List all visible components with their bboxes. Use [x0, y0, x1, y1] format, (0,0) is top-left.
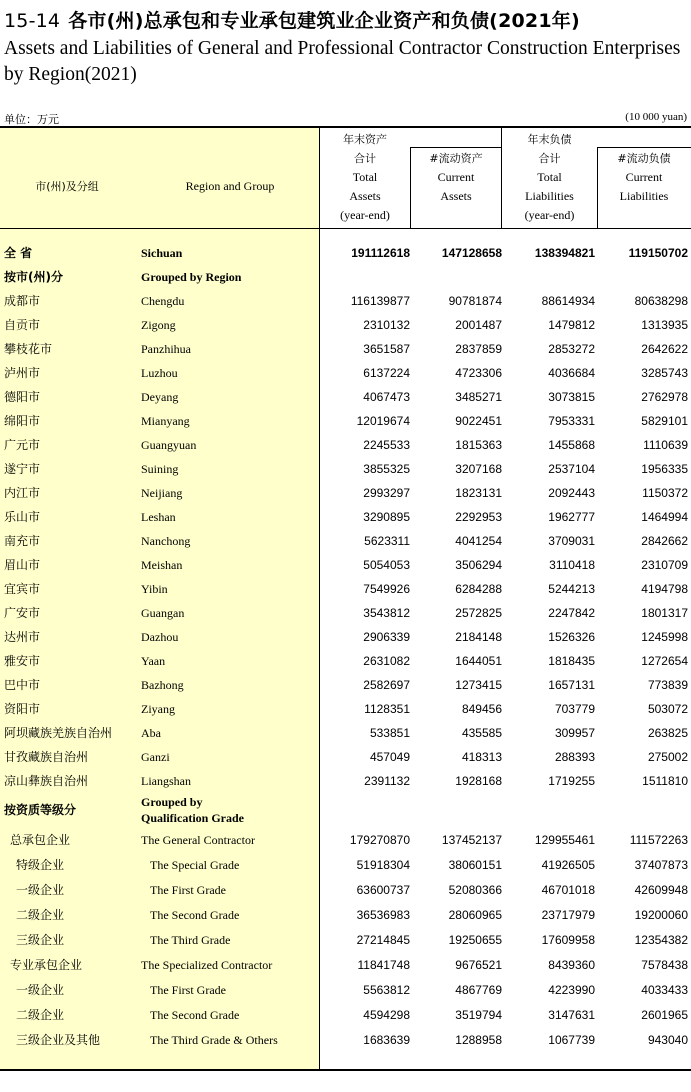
current-liabilities-value: 37407873 [634, 858, 688, 872]
table-row [0, 1028, 691, 1052]
total-liabilities-value: 4223990 [548, 983, 595, 997]
current-liabilities-value: 503072 [647, 702, 688, 716]
total-liabilities-value: 23717979 [541, 908, 595, 922]
current-assets-value: 2292953 [455, 510, 502, 524]
total-liabilities-value: 3110418 [549, 558, 595, 572]
total-liabilities-value: 8439360 [548, 958, 595, 972]
current-assets-value: 19250655 [448, 933, 502, 947]
current-assets-value: 3207168 [455, 462, 502, 476]
group-header-qualification [0, 793, 691, 827]
table-row [0, 289, 691, 313]
row-label-cn: 德阳市 [4, 390, 41, 404]
current-liabilities-value: 263825 [647, 726, 688, 740]
current-assets-value: 435585 [461, 726, 502, 740]
total-assets-value: 4067473 [363, 390, 410, 404]
current-liabilities-value: 1245998 [641, 630, 688, 644]
current-liabilities-value: 119150702 [628, 246, 688, 260]
table-row [0, 313, 691, 337]
current-assets-value: 849456 [461, 702, 502, 716]
row-label-cn: 二级企业 [16, 908, 65, 922]
table-row [0, 385, 691, 409]
header-total-liab-en-1: Total [537, 170, 562, 184]
title-cn-text: 各市(州)总承包和专业承包建筑业企业资产和负债(2021年) [68, 10, 580, 32]
row-label-en: The First Grade [150, 983, 226, 997]
total-liabilities-value: 1657131 [548, 678, 595, 692]
total-assets-value: 3855325 [363, 462, 410, 476]
current-assets-value: 4041254 [455, 534, 502, 548]
current-assets-value: 1644051 [455, 654, 502, 668]
table-row [0, 625, 691, 649]
total-assets-value: 7549926 [363, 582, 410, 596]
current-assets-value: 2572825 [455, 606, 502, 620]
row-label-cn: 特级企业 [16, 858, 65, 872]
table-row [0, 457, 691, 481]
current-assets-value: 38060151 [448, 858, 502, 872]
row-label-en: Neijiang [141, 486, 183, 500]
table-row [0, 265, 691, 289]
current-liabilities-value: 943040 [647, 1033, 688, 1047]
current-liabilities-value: 1150372 [642, 486, 688, 500]
current-liabilities-value: 42609948 [634, 883, 688, 897]
total-assets-value: 1683639 [363, 1033, 410, 1047]
total-liabilities-value: 1067739 [548, 1033, 595, 1047]
header-liabilities-cn: 年末负债 [527, 133, 572, 146]
total-assets-value: 12019674 [356, 414, 410, 428]
row-label-cn: 泸州市 [4, 366, 41, 380]
row-label-cn: 南充市 [4, 534, 41, 548]
current-liabilities-value: 4194798 [641, 582, 688, 596]
current-liabilities-value: 275002 [647, 750, 688, 764]
table-row [0, 241, 691, 265]
header-total-assets-en-1: Total [352, 170, 378, 184]
header-total-assets-cn: 合计 [354, 152, 376, 165]
current-liabilities-value: 1956335 [641, 462, 688, 476]
row-label-cn: 广安市 [4, 606, 41, 620]
row-label-en: Zigong [141, 318, 176, 332]
table-row [0, 903, 691, 927]
total-liabilities-value: 46701018 [541, 883, 595, 897]
row-label-en: The First Grade [150, 883, 226, 897]
row-label-cn: 眉山市 [4, 558, 41, 572]
group-label-cn: 按资质等级分 [4, 803, 77, 817]
total-liabilities-value: 309957 [554, 726, 595, 740]
row-label-cn: 宜宾市 [4, 582, 41, 596]
total-liabilities-value: 3147631 [548, 1008, 595, 1022]
current-liabilities-value: 4033433 [641, 983, 688, 997]
row-label-cn: 专业承包企业 [10, 958, 83, 972]
header-current-assets-cn: #流动资产 [429, 152, 483, 165]
total-assets-value: 457049 [369, 750, 410, 764]
row-label-cn: 乐山市 [4, 510, 41, 524]
row-label-en: Deyang [141, 390, 179, 404]
row-label-cn: 雅安市 [4, 654, 41, 668]
total-liabilities-value: 1479812 [548, 318, 595, 332]
row-label-cn: 广元市 [4, 438, 41, 452]
current-liabilities-value: 1464994 [641, 510, 688, 524]
total-liabilities-value: 3709031 [548, 534, 595, 548]
current-assets-value: 147128658 [441, 246, 502, 260]
current-assets-value: 4867769 [455, 983, 502, 997]
current-assets-value: 3519794 [455, 1008, 502, 1022]
total-assets-value: 2391132 [364, 774, 410, 788]
current-liabilities-value: 1272654 [641, 654, 688, 668]
header-current-liab-en-2: Liabilities [619, 189, 669, 203]
total-liabilities-value: 41926505 [541, 858, 595, 872]
row-label-cn: 全 省 [4, 246, 33, 260]
row-label-cn: 达州市 [4, 630, 41, 644]
table-row [0, 433, 691, 457]
table-row [0, 745, 691, 769]
row-label-en: Dazhou [141, 630, 179, 644]
header-assets-cn: 年末资产 [343, 133, 387, 146]
total-assets-value: 3543812 [363, 606, 410, 620]
table-row [0, 553, 691, 577]
total-assets-value: 2906339 [363, 630, 410, 644]
unit-label-cn: 单位：万元 [4, 113, 59, 126]
table-row [0, 577, 691, 601]
total-assets-value: 5054053 [363, 558, 410, 572]
total-liabilities-value: 3073815 [548, 390, 595, 404]
current-liabilities-value: 1110639 [643, 438, 688, 452]
row-label-en: Bazhong [141, 678, 184, 692]
group-label-en-line2: Qualification Grade [141, 811, 244, 825]
current-assets-value: 2184148 [455, 630, 502, 644]
table-row [0, 601, 691, 625]
current-liabilities-value: 1801317 [641, 606, 688, 620]
total-liabilities-value: 2092443 [548, 486, 595, 500]
row-label-cn: 总承包企业 [10, 833, 71, 847]
header-bottom-rule [0, 228, 691, 229]
unit-label-en: (10 000 yuan) [625, 111, 687, 123]
row-label-en: The Second Grade [150, 1008, 240, 1022]
table-row [0, 953, 691, 977]
row-label-en: Ganzi [141, 750, 170, 764]
total-assets-value: 179270870 [349, 833, 410, 847]
current-liabilities-value: 111572263 [629, 833, 688, 847]
current-assets-value: 52080366 [448, 883, 502, 897]
total-assets-value: 116139877 [350, 294, 410, 308]
row-label-en: Leshan [141, 510, 176, 524]
current-assets-value: 4723306 [455, 366, 502, 380]
row-label-cn: 成都市 [4, 294, 41, 308]
row-label-en: Yibin [141, 582, 168, 596]
current-liabilities-value: 7578438 [641, 958, 688, 972]
total-liabilities-value: 5244213 [548, 582, 595, 596]
row-label-en: Chengdu [141, 294, 185, 308]
table-number: 15-14 [4, 10, 61, 32]
total-liabilities-value: 1455868 [548, 438, 595, 452]
total-liabilities-value: 129955461 [534, 833, 595, 847]
row-label-en: Ziyang [141, 702, 175, 716]
row-label-cn: 攀枝花市 [4, 342, 53, 356]
total-liabilities-value: 1818435 [548, 654, 595, 668]
row-label-en: Mianyang [141, 414, 190, 428]
row-label-en: Guangyuan [141, 438, 197, 452]
current-liabilities-value: 2601965 [641, 1008, 688, 1022]
row-label-en: Nanchong [141, 534, 191, 548]
total-assets-value: 191112618 [351, 246, 410, 260]
liab-sub-rule [597, 147, 691, 148]
header-current-assets-en-1: Current [437, 170, 475, 184]
current-liabilities-value: 1511810 [642, 774, 688, 788]
table-row [0, 697, 691, 721]
total-assets-value: 2993297 [363, 486, 410, 500]
row-label-en: Suining [141, 462, 179, 476]
total-assets-value: 11841748 [357, 958, 410, 972]
total-assets-value: 27214845 [356, 933, 410, 947]
row-label-en: Liangshan [141, 774, 191, 788]
total-liabilities-value: 2853272 [548, 342, 595, 356]
header-current-liab-en-1: Current [625, 170, 663, 184]
row-label-cn: 内江市 [4, 486, 41, 500]
current-assets-value: 418313 [461, 750, 502, 764]
current-liabilities-value: 2310709 [641, 558, 688, 572]
current-assets-value: 3506294 [455, 558, 502, 572]
row-label-en: The Second Grade [150, 908, 240, 922]
row-label-en: The Third Grade [150, 933, 231, 947]
table-row [0, 409, 691, 433]
row-label-cn: 凉山彝族自治州 [4, 774, 89, 788]
current-liabilities-value: 2762978 [641, 390, 688, 404]
total-liabilities-value: 2537104 [548, 462, 595, 476]
table-top-rule [0, 126, 691, 128]
current-assets-value: 90781874 [448, 294, 502, 308]
total-assets-value: 63600737 [356, 883, 410, 897]
table-row [0, 878, 691, 902]
header-total-liab-en-2: Liabilities [525, 189, 574, 203]
table-row [0, 769, 691, 793]
row-label-cn: 阿坝藏族羌族自治州 [4, 726, 113, 740]
total-liabilities-value: 4036684 [548, 366, 595, 380]
table-row [0, 978, 691, 1002]
current-liabilities-value: 80638298 [634, 294, 688, 308]
table-row [0, 337, 691, 361]
current-liabilities-value: 12354382 [634, 933, 688, 947]
row-label-en: The Special Grade [150, 858, 240, 872]
current-assets-value: 2837859 [455, 342, 502, 356]
current-assets-value: 1273415 [455, 678, 502, 692]
header-total-liab-cn: 合计 [538, 152, 561, 165]
table-row [0, 361, 691, 385]
header-total-assets-en-3: (year-end) [340, 208, 390, 222]
total-assets-value: 4594298 [363, 1008, 410, 1022]
row-label-en: The Specialized Contractor [141, 958, 273, 972]
row-label-cn: 三级企业及其他 [16, 1033, 101, 1047]
total-assets-value: 533851 [369, 726, 410, 740]
row-label-en: Grouped by Region [141, 270, 242, 284]
current-liabilities-value: 2642622 [641, 342, 688, 356]
header-total-liab-en-3: (year-end) [524, 208, 575, 222]
current-liabilities-value: 1313935 [641, 318, 688, 332]
total-assets-value: 3651587 [363, 342, 410, 356]
total-assets-value: 2245533 [363, 438, 410, 452]
current-assets-value: 6284288 [455, 582, 502, 596]
total-assets-value: 6137224 [363, 366, 410, 380]
total-liabilities-value: 88614934 [541, 294, 595, 308]
header-total-assets-en-2: Assets [349, 189, 381, 203]
table-row [0, 828, 691, 852]
table-row [0, 649, 691, 673]
group-label-en-line1: Grouped by [141, 795, 203, 809]
total-liabilities-value: 288393 [554, 750, 595, 764]
page-title-en: Assets and Liabilities of General and Professional Contractor Construction Enterprises by Region(2021) [4, 38, 681, 85]
row-label-en: Panzhihua [141, 342, 191, 356]
total-liabilities-value: 2247842 [548, 606, 595, 620]
total-liabilities-value: 1719255 [548, 774, 595, 788]
current-assets-value: 1928168 [455, 774, 502, 788]
current-assets-value: 1815363 [455, 438, 502, 452]
row-label-en: Guangan [141, 606, 185, 620]
row-label-cn: 三级企业 [16, 933, 65, 947]
table-row [0, 673, 691, 697]
current-assets-value: 137452137 [441, 833, 502, 847]
current-assets-value: 9022451 [455, 414, 502, 428]
row-label-en: Sichuan [141, 246, 183, 260]
table-row [0, 529, 691, 553]
total-liabilities-value: 1962777 [548, 510, 595, 524]
table-row [0, 721, 691, 745]
row-label-cn: 按市(州)分 [4, 270, 63, 284]
header-current-assets-en-2: Assets [440, 189, 472, 203]
row-label-en: Luzhou [141, 366, 178, 380]
header-region-en: Region and Group [185, 179, 275, 193]
row-label-cn: 巴中市 [4, 678, 41, 692]
current-liabilities-value: 2842662 [641, 534, 688, 548]
total-assets-value: 36536983 [356, 908, 410, 922]
total-assets-value: 1128351 [364, 702, 410, 716]
total-liabilities-value: 703779 [554, 702, 595, 716]
group-label-en [141, 794, 244, 826]
table-row [0, 853, 691, 877]
current-assets-value: 9676521 [455, 958, 502, 972]
current-liabilities-value: 3285743 [641, 366, 688, 380]
header-region-cn: 市(州)及分组 [35, 180, 99, 193]
table-row [0, 1003, 691, 1027]
total-assets-value: 2582697 [363, 678, 410, 692]
total-liabilities-value: 1526326 [548, 630, 595, 644]
total-assets-value: 5563812 [363, 983, 410, 997]
current-assets-value: 2001487 [455, 318, 502, 332]
row-label-cn: 一级企业 [16, 883, 65, 897]
row-label-en: The Third Grade & Others [150, 1033, 278, 1047]
total-assets-value: 2310132 [363, 318, 410, 332]
total-assets-value: 5623311 [364, 534, 410, 548]
current-assets-value: 3485271 [455, 390, 502, 404]
row-label-en: Meishan [141, 558, 183, 572]
total-liabilities-value: 17609958 [541, 933, 595, 947]
header-current-liab-cn: #流动负债 [617, 152, 671, 165]
row-label-cn: 资阳市 [4, 702, 41, 716]
current-liabilities-value: 5829101 [641, 414, 688, 428]
current-assets-value: 1288958 [455, 1033, 502, 1047]
table-bottom-rule [0, 1069, 691, 1071]
table-row [0, 928, 691, 952]
current-assets-value: 1823131 [455, 486, 502, 500]
row-label-en: Yaan [141, 654, 166, 668]
current-assets-value: 28060965 [448, 908, 502, 922]
row-label-cn: 二级企业 [16, 1008, 65, 1022]
total-liabilities-value: 138394821 [534, 246, 595, 260]
table-row [0, 481, 691, 505]
total-liabilities-value: 7953331 [548, 414, 595, 428]
assets-sub-rule [410, 147, 501, 148]
row-label-cn: 遂宁市 [4, 462, 41, 476]
page-title-cn [4, 6, 580, 33]
row-label-en: The General Contractor [141, 833, 255, 847]
current-liabilities-value: 773839 [647, 678, 688, 692]
total-assets-value: 51918304 [356, 858, 410, 872]
total-assets-value: 3290895 [363, 510, 410, 524]
total-assets-value: 2631082 [363, 654, 410, 668]
current-liabilities-value: 19200060 [634, 908, 688, 922]
row-label-cn: 自贡市 [4, 318, 41, 332]
row-label-cn: 一级企业 [16, 983, 65, 997]
row-label-cn: 绵阳市 [4, 414, 41, 428]
row-label-en: Aba [141, 726, 161, 740]
table-row [0, 505, 691, 529]
row-label-cn: 甘孜藏族自治州 [4, 750, 89, 764]
